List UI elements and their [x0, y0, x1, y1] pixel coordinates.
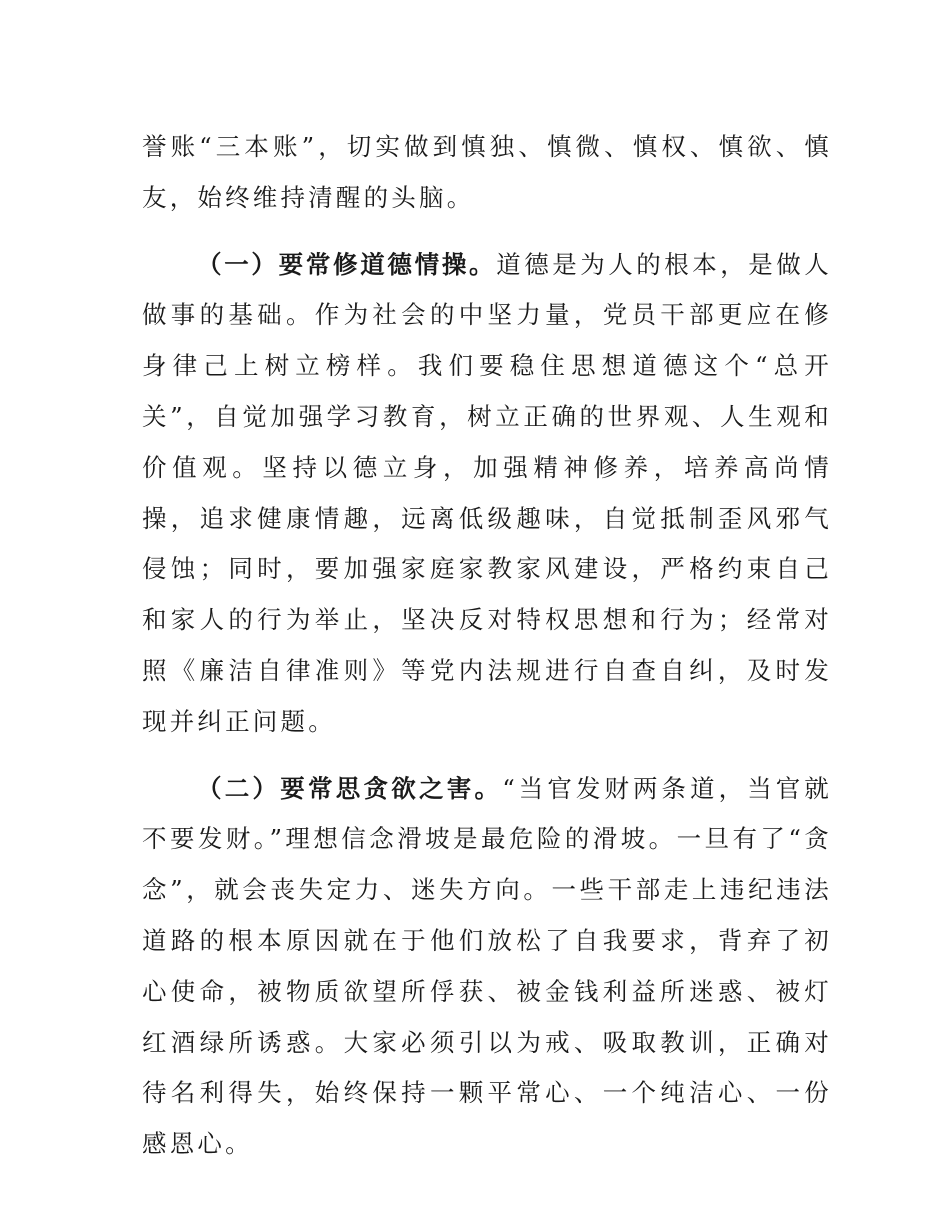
paragraph-moral-cultivation	[142, 240, 832, 748]
document-body	[142, 122, 832, 1170]
paragraph-text: 道德是为人的根本，是做人做事的基础。作为社会的中坚力量，党员干部更应在修身律己上树立榜样。我们要稳住思想道德这个“总开关”，自觉加强学习教育，树立正确的世界观、人生观和价值观。坚持以德立身，加强精神修养，培养高尚情操，追求健康情趣，远离低级趣味，自觉抵制歪风邪气侵蚀；同时，要加强家庭家教家风建设，严格约束自己和家人的行为举止，坚决反对特权思想和行为；经常对照《廉洁自律准则》等党内法规进行自查自纠，及时发现并纠正问题。	[142, 249, 832, 736]
paragraph-continuation	[142, 122, 832, 224]
section-heading-2: （二）要常思贪欲之害。	[197, 773, 503, 803]
paragraph-text: “当官发财两条道，当官就不要发财。”理想信念滑坡是最危险的滑坡。一旦有了“贪念”，就会丧失定力、迷失方向。一些干部走上违纪违法道路的根本原因就在于他们放松了自我要求，背弃了初心使命，被物质欲望所俘获、被金钱利益所迷惑、被灯红酒绿所诱惑。大家必须引以为戒、吸取教训，正确对待名利得失，始终保持一颗平常心、一个纯洁心、一份感恩心。	[142, 773, 832, 1159]
paragraph-greed-harm	[142, 764, 832, 1170]
section-heading-1: （一）要常修道德情操。	[197, 249, 497, 279]
paragraph-text: 誉账“三本账”，切实做到慎独、慎微、慎权、慎欲、慎友，始终维持清醒的头脑。	[142, 132, 832, 212]
